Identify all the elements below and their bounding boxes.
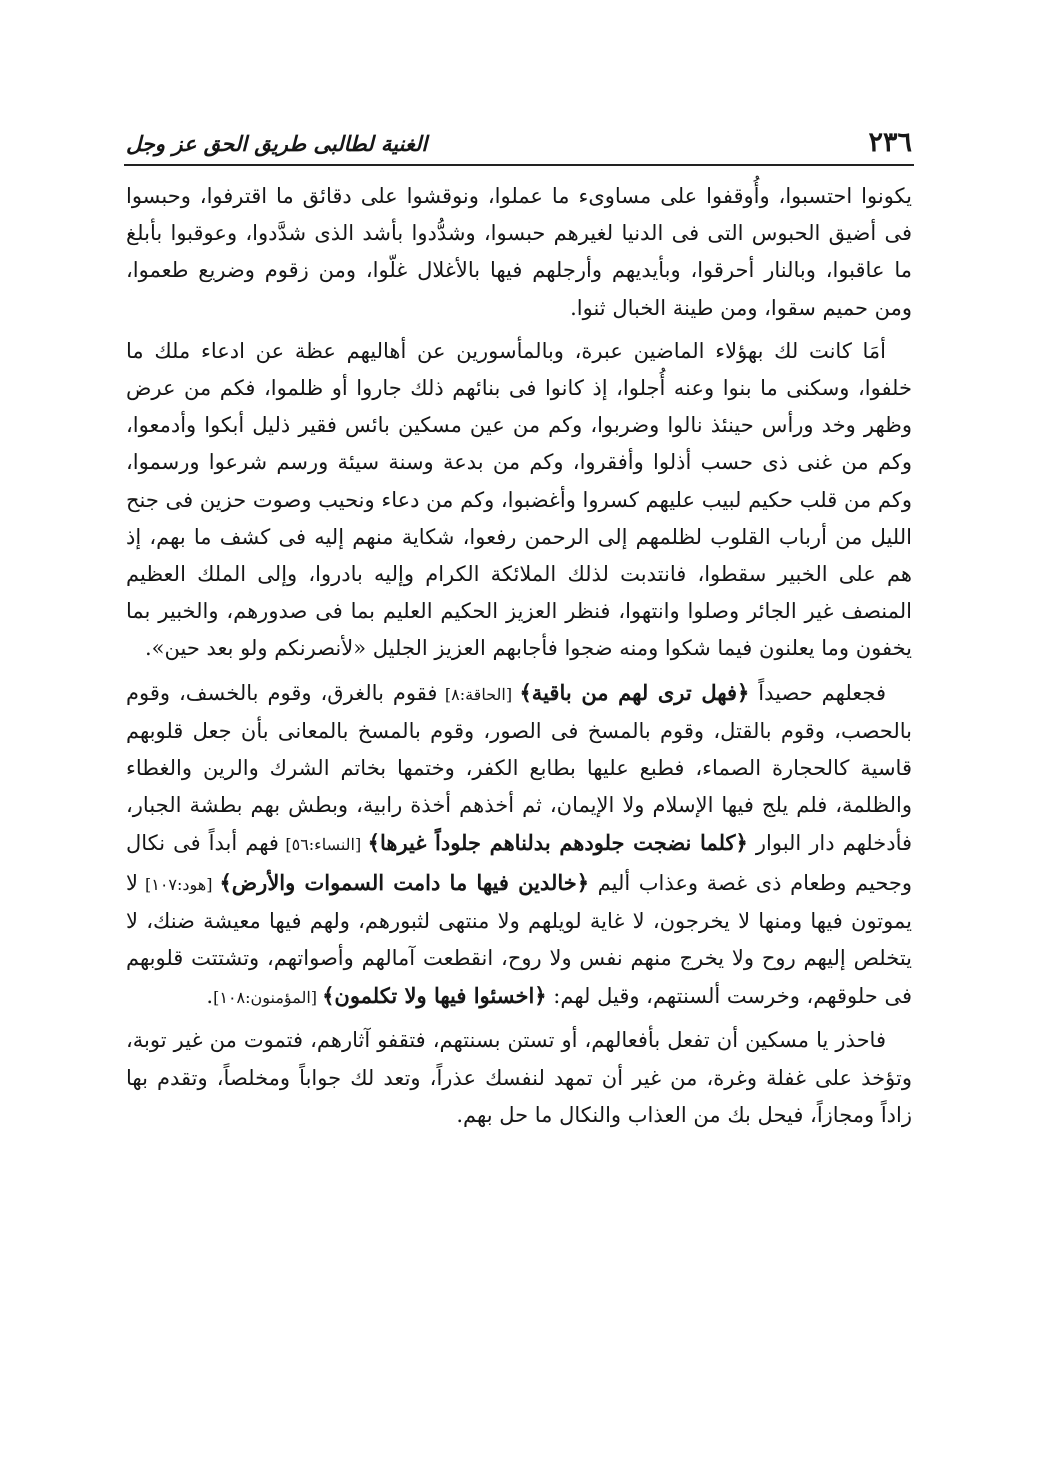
page-header xyxy=(126,118,912,160)
text-segment: فهم أبداً فى نكال وجحيم وطعام ذى غصة وعذاب أليم xyxy=(126,831,913,895)
header-rule xyxy=(124,164,914,166)
text-segment: أمَا كانت لك بهؤلاء الماضين عبرة، وبالمأسورين عن أهاليهم عظة عن ادعاء ملك ما خلفوا، وسكنى ما بنوا وعنه أُجلوا، إذ كانوا فى بنائهم ذلك جاروا أو ظلموا، فكم من عرض وظهر وخد ورأس حينئذ نالوا وضربوا، وكم من عين مسكين بائس فقير ذليل أبكوا وأدمعوا، وكم من غنى ذى حسب أذلوا وأفقروا، وكم من بدعة وسنة سيئة ورسم شرعوا ورسموا، وكم من قلب حكيم لبيب عليهم كسروا وأغضبوا، وكم من دعاء ونحيب وصوت حزين فى جنح الليل من أرباب القلوب لظلمهم إلى الرحمن رفعوا، شكاية منهم إليه فى كشف ما بهم، إذ هم على الخبير سقطوا، فانتدبت لذلك الملائكة الكرام وإليه بادروا، وإلى الملك العظيم المنصف غير الجائر وصلوا وانتهوا، فنظر العزيز الحكيم العليم بما فى صدورهم، والخبير بما يخفون وما يعلنون فيما شكوا ومنه ضجوا فأجابهم العزيز الجليل «لأنصرنكم ولو بعد حين». xyxy=(126,338,912,661)
text-segment: فجعلهم حصيداً xyxy=(749,680,887,705)
body-text xyxy=(126,178,912,1134)
text-segment: لا يموتون فيها ومنها لا يخرجون، لا غاية لويلهم ولا منتهى لثبورهم، ولهم فيها معيشة ضنك، لا يتخلص إليهم روح ولا يخرج منهم نفس ولا روح، انقطعت آمالهم وأصواتهم، وتشتتت قلوبهم فى حلوقهم، وخرست ألسنتهم، وقيل لهم: xyxy=(126,870,912,1009)
paragraph xyxy=(126,674,912,1017)
quran-verse: ﴿خالدين فيها ما دامت السموات والأرض﴾ xyxy=(219,869,590,895)
paragraph xyxy=(126,1022,912,1134)
paragraph xyxy=(126,178,912,327)
quran-verse: ﴿فهل ترى لهم من باقية﴾ xyxy=(519,679,750,705)
paragraph xyxy=(126,333,912,668)
verse-reference: [هود:١٠٧] xyxy=(137,874,220,894)
verse-reference: [النساء:٥٦] xyxy=(278,835,368,855)
page-number: ٢٣٦ xyxy=(868,127,912,158)
verse-reference: [الحاقة:٨] xyxy=(437,684,520,704)
text-segment: . xyxy=(206,984,214,1009)
running-title: الغنية لطالبى طريق الحق عز وجل xyxy=(126,131,428,156)
text-segment: فاحذر يا مسكين أن تفعل بأفعالهم، أو تستن بسنتهم، فتقفو آثارهم، فتموت من غير توبة، وتؤخذ على غفلة وغرة، من غير أن تمهد لنفسك عذراً، وتعد لك جواباً ومخلصاً، وتقدم بها زاداً ومجازاً، فيحل بك من العذاب والنكال ما حل بهم. xyxy=(126,1028,912,1127)
text-segment: يكونوا احتسبوا، وأُوقفوا على مساوىء ما عملوا، ونوقشوا على دقائق ما اقترفوا، وحبسوا فى أضيق الحبوس التى فى الدنيا لغيرهم حبسوا، وشدُّدوا بأشد الذى شدَّدوا، وعوقبوا بأبلغ ما عاقبوا، وبالنار أحرقوا، وبأيديهم وأرجلهم فيها بالأغلال غلّوا، ومن زقوم وضريع طعموا، ومن حميم سقوا، ومن طينة الخبال ثنوا. xyxy=(126,184,912,320)
text-segment: فقوم بالغرق، وقوم بالخسف، وقوم بالحصب، وقوم بالقتل، وقوم بالمسخ فى الصور، وقوم بالمسخ بالمعانى بأن جعل قلوبهم قاسية كالحجارة الصماء، فطبع عليها بطابع الكفر، وختمها بخاتم الشرك والرين والغطاء والظلمة، فلم يلج فيها الإسلام ولا الإيمان، ثم أخذهم أخذة رابية، وبطش بهم بطشة الجبار، فأدخلهم دار البوار xyxy=(126,680,913,856)
quran-verse: ﴿اخسئوا فيها ولا تكلمون﴾ xyxy=(322,983,547,1009)
verse-reference: [المؤمنون:١٠٨] xyxy=(213,988,323,1008)
quran-verse: ﴿كلما نضجت جلودهم بدلناهم جلوداً غيرها﴾ xyxy=(367,830,748,856)
